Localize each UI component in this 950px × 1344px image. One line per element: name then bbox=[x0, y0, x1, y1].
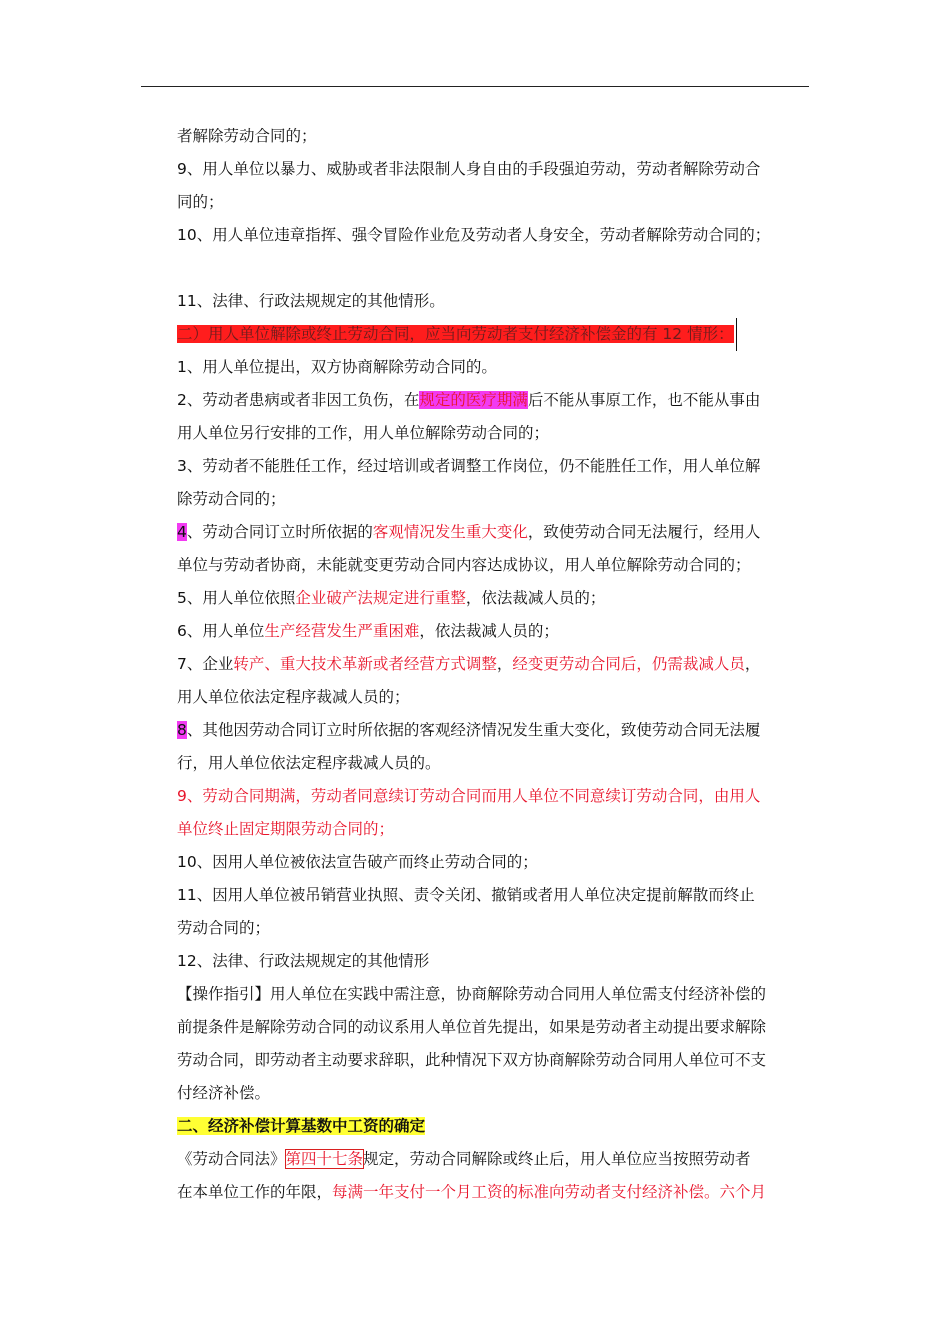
red-emphasis: 客观情况发生重大变化 bbox=[372, 523, 528, 541]
text-span: 、劳动合同订立时所依据的 bbox=[186, 523, 373, 541]
text-line bbox=[177, 1176, 809, 1209]
text-line: 9、用人单位以暴力、威胁或者非法限制人身自由的手段强迫劳动，劳动者解除劳动合 bbox=[177, 160, 761, 178]
text-line: 11、法律、行政法规规定的其他情形。 bbox=[177, 292, 445, 310]
text-span: ， bbox=[496, 655, 513, 673]
document-body bbox=[177, 120, 809, 1209]
list-item bbox=[177, 516, 809, 549]
text-line: 同的； bbox=[177, 193, 224, 211]
list-item-red: 9、劳动合同期满，劳动者同意续订劳动合同而用人单位不同意续订劳动合同，由用人 bbox=[177, 787, 761, 805]
text-span: ，致使劳动合同无法履行，经用人 bbox=[527, 523, 761, 541]
highlight-medical-period: 规定的医疗期满 bbox=[419, 391, 528, 409]
text-span: ， bbox=[744, 655, 761, 673]
guide-paragraph: 付经济补偿。 bbox=[177, 1084, 271, 1102]
red-emphasis: 每满一年支付一个月工资的标准向劳动者支付经济补偿。六个月 bbox=[332, 1183, 767, 1201]
text-span: 2、劳动者患病或者非因工负伤，在 bbox=[177, 391, 420, 409]
list-item: 3、劳动者不能胜任工作，经过培训或者调整工作岗位，仍不能胜任工作，用人单位解 bbox=[177, 457, 761, 475]
list-item-cont: 用人单位依法定程序裁减人员的； bbox=[177, 688, 410, 706]
heading-text: 二）用人单位解除或终止劳动合同，应当向劳动者支付经济补偿金的有 12 情形： bbox=[177, 325, 734, 343]
heading-text: 二、经济补偿计算基数中工资的确定 bbox=[177, 1117, 426, 1135]
text-span: 、其他因劳动合同订立时所依据的客观经济情况发生重大变化，致使劳动合同无法履 bbox=[186, 721, 761, 739]
blank-line bbox=[177, 252, 809, 285]
text-line: 10、用人单位违章指挥、强令冒险作业危及劳动者人身安全，劳动者解除劳动合同的； bbox=[177, 226, 771, 244]
text-span: ，依法裁减人员的； bbox=[465, 589, 606, 607]
guide-paragraph: 前提条件是解除劳动合同的动议系用人单位首先提出，如果是劳动者主动提出要求解除 bbox=[177, 1018, 767, 1036]
text-span: 5、用人单位依照 bbox=[177, 589, 296, 607]
list-item: 10、因用人单位被依法宣告破产而终止劳动合同的； bbox=[177, 853, 538, 871]
header-rule bbox=[141, 86, 809, 87]
article-ref-box: 第四十七条 bbox=[285, 1150, 364, 1168]
section-heading-highlighted bbox=[177, 318, 809, 351]
red-emphasis: 经变更劳动合同后，仍需裁减人员 bbox=[512, 655, 745, 673]
list-item bbox=[177, 714, 809, 747]
highlight-number: 8 bbox=[177, 721, 187, 739]
text-span: 7、企业 bbox=[177, 655, 234, 673]
text-span: 规定，劳动合同解除或终止后，用人单位应当按照劳动者 bbox=[363, 1150, 751, 1168]
list-item: 1、用人单位提出，双方协商解除劳动合同的。 bbox=[177, 358, 497, 376]
text-line: 者解除劳动合同的； bbox=[177, 127, 317, 145]
list-item-cont: 除劳动合同的； bbox=[177, 490, 286, 508]
list-item bbox=[177, 384, 809, 417]
list-item-cont: 劳动合同的； bbox=[177, 919, 271, 937]
list-item-cont: 用人单位另行安排的工作，用人单位解除劳动合同的； bbox=[177, 424, 550, 442]
list-item-red-cont: 单位终止固定期限劳动合同的； bbox=[177, 820, 395, 838]
text-span: ，依法裁减人员的； bbox=[419, 622, 559, 640]
list-item: 12、法律、行政法规规定的其他情形 bbox=[177, 952, 430, 970]
red-emphasis: 企业破产法规定进行重整 bbox=[295, 589, 466, 607]
guide-paragraph: 劳动合同，即劳动者主动要求辞职，此种情况下双方协商解除劳动合同用人单位可不支 bbox=[177, 1051, 767, 1069]
list-item-cont: 行，用人单位依法定程序裁减人员的。 bbox=[177, 754, 441, 772]
list-item bbox=[177, 648, 809, 681]
list-item bbox=[177, 582, 809, 615]
list-item bbox=[177, 615, 809, 648]
red-emphasis: 转产、重大技术革新或者经营方式调整 bbox=[233, 655, 497, 673]
text-span: 在本单位工作的年限， bbox=[177, 1183, 333, 1201]
text-line bbox=[177, 1143, 809, 1176]
text-span: 后不能从事原工作，也不能从事由 bbox=[527, 391, 761, 409]
red-emphasis: 生产经营发生严重困难 bbox=[264, 622, 420, 640]
text-span: 6、用人单位 bbox=[177, 622, 265, 640]
guide-paragraph: 【操作指引】用人单位在实践中需注意，协商解除劳动合同用人单位需支付经济补偿的 bbox=[177, 985, 767, 1003]
section-heading-2 bbox=[177, 1110, 809, 1143]
highlight-number: 4 bbox=[177, 523, 187, 541]
text-span: 《劳动合同法》 bbox=[177, 1150, 286, 1168]
list-item-cont: 单位与劳动者协商，未能就变更劳动合同内容达成协议，用人单位解除劳动合同的； bbox=[177, 556, 751, 574]
list-item: 11、因用人单位被吊销营业执照、责令关闭、撤销或者用人单位决定提前解散而终止 bbox=[177, 886, 755, 904]
